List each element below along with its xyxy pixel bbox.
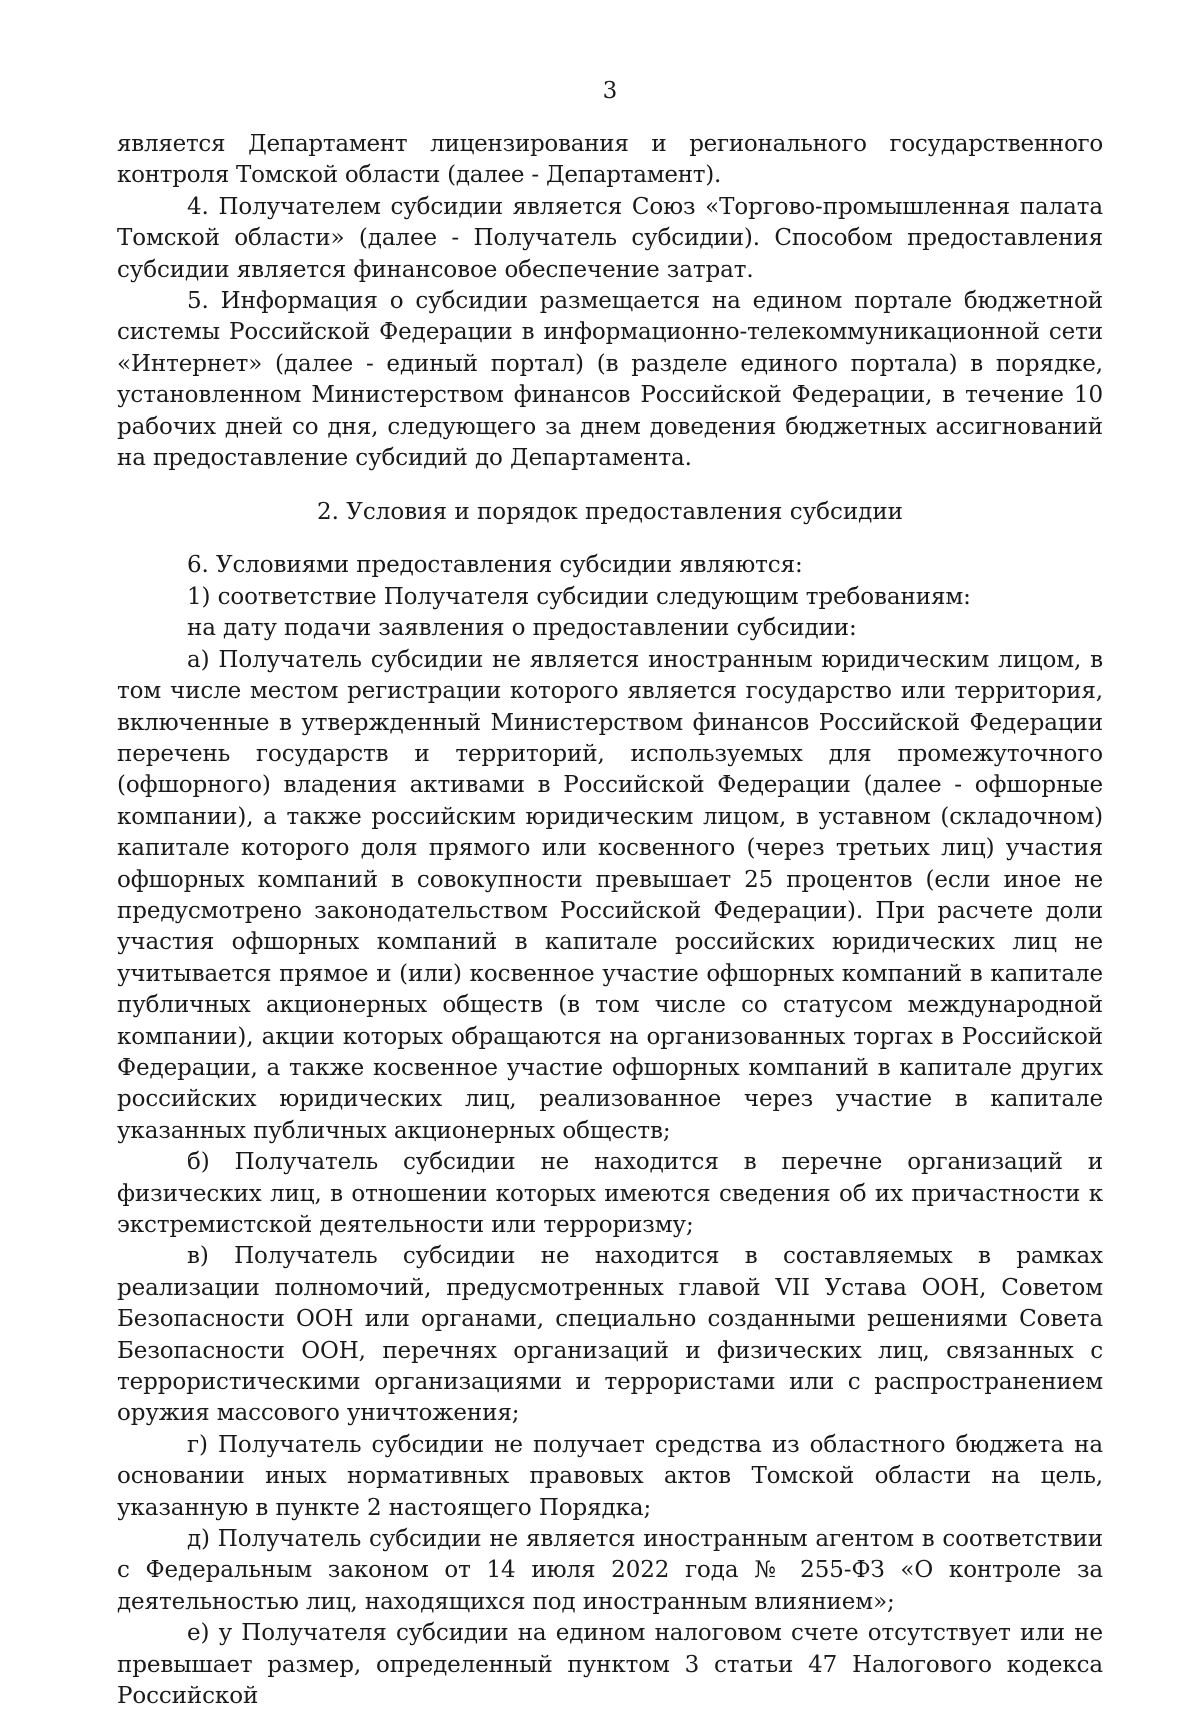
page-number: 3 (602, 78, 618, 104)
paragraph-item-5: 5. Информация о субсидии размещается на едином портале бюджетной системы Российской Федерации в информационно-телекоммуникационной сети «Интернет» (далее - единый портал) (в разделе единого портала) в порядке, установленном Министерством финансов Российской Федерации, в течение 10 рабочих дней со дня, следующего за днем доведения бюджетных ассигнований на предоставление субсидий до Департамента. (117, 288, 1103, 472)
paragraph-subitem-b: б) Получатель субсидии не находится в перечне организаций и физических лиц, в отношении которых имеются сведения об их причастности к экстремистской деятельности или терроризму; (117, 1149, 1103, 1238)
paragraph-subitem-a: а) Получатель субсидии не является иностранным юридическим лицом, в том числе местом регистрации которого является государство или территория, включенные в утвержденный Министерством финансов Российской Федерации перечень государств и территорий, используемых для промежуточного (офшорного) владения активами в Российской Федерации (далее - офшорные компании), а также российским юридическим лицом, в уставном (складочном) капитале которого доля прямого или косвенного (через третьих лиц) участия офшорных компаний в совокупности превышает 25 процентов (если иное не предусмотрено законодательством Российской Федерации). При расчете доли участия офшорных компаний в капитале российских юридических лиц не учитывается прямое и (или) косвенное участие офшорных компаний в капитале публичных акционерных обществ (в том числе со статусом международной компании), акции которых обращаются на организованных торгах в Российской Федерации, а также косвенное участие офшорных компаний в капитале других российских юридических лиц, реализованное через участие в капитале указанных публичных акционерных обществ; (117, 646, 1103, 1144)
paragraph-subitem-d: д) Получатель субсидии не является иностранным агентом в соответствии с Федеральным законом от 14 июля 2022 года № 255-ФЗ «О контроле за деятельностью лиц, находящихся под иностранным влиянием»; (117, 1526, 1103, 1615)
paragraph-application-date: на дату подачи заявления о предоставлении субсидии: (187, 615, 857, 642)
paragraph-subitem-v: в) Получатель субсидии не находится в составляемых в рамках реализации полномочий, предусмотренных главой VII Устава ООН, Советом Безопасности ООН или органами, специально созданными решениями Совета Безопасности ООН, перечнях организаций и физических лиц, связанных с террористическими организациями и террористами или с распространением оружия массового уничтожения; (117, 1243, 1103, 1427)
section-heading: 2. Условия и порядок предоставления субсидии (317, 499, 903, 526)
paragraph-item-6: 6. Условиями предоставления субсидии являются: (187, 552, 803, 579)
paragraph-subitem-g: г) Получатель субсидии не получает средства из областного бюджета на основании иных нормативных правовых актов Томской области на цель, указанную в пункте 2 настоящего Порядка; (117, 1431, 1103, 1521)
paragraph-subitem-1: 1) соответствие Получателя субсидии следующим требованиям: (187, 583, 971, 610)
paragraph-subitem-e: е) у Получателя субсидии на едином налоговом счете отсутствует или не превышает размер, определенный пунктом 3 статьи 47 Налогового кодекса Российской (117, 1620, 1103, 1710)
paragraph-department-continuation: является Департамент лицензирования и регионального государственного контроля Томской области (далее - Департамент). (117, 131, 1103, 189)
paragraph-item-4: 4. Получателем субсидии является Союз «Торгово-промышленная палата Томской области» (далее - Получатель субсидии). Способом предоставления субсидии является финансовое обеспечение затрат. (117, 193, 1103, 283)
document-body (117, 129, 1103, 1713)
